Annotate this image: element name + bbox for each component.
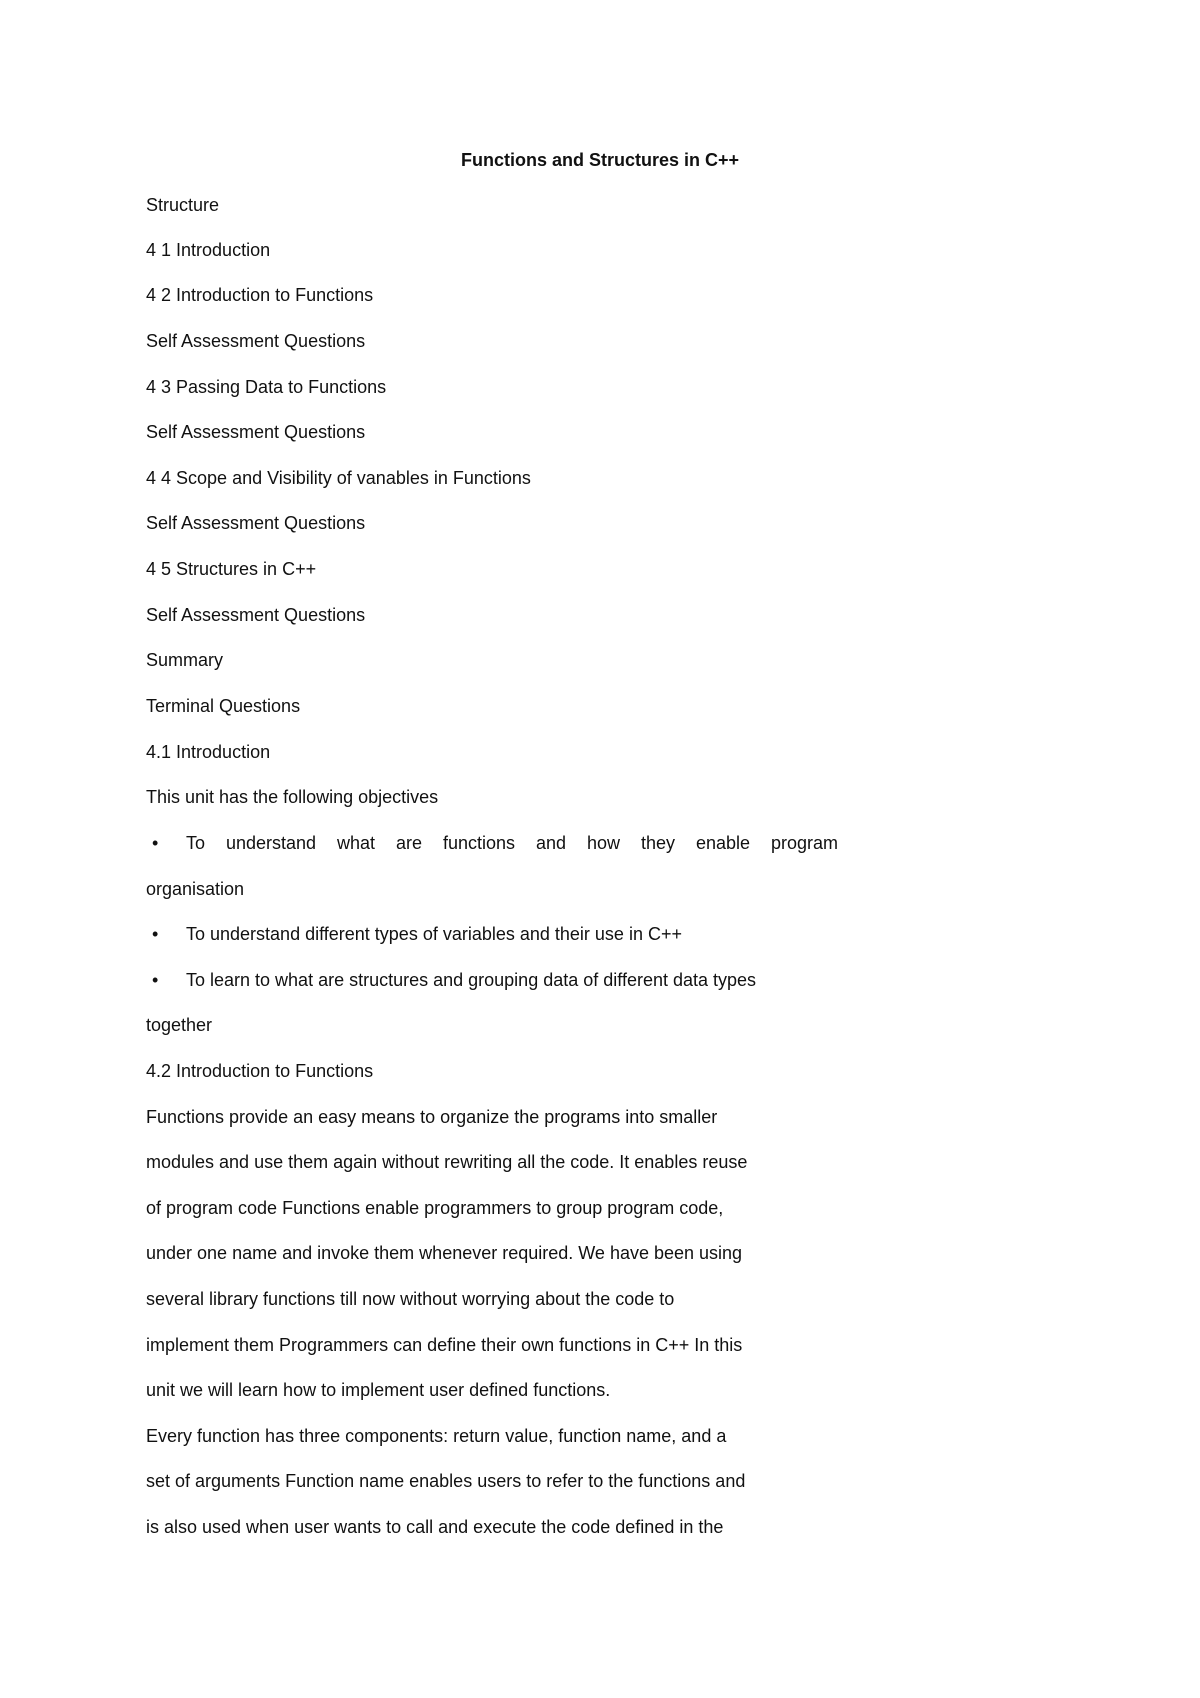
section-heading: 4.2 Introduction to Functions xyxy=(146,1061,374,1081)
toc-item: Terminal Questions xyxy=(146,696,301,716)
paragraph-line: several library functions till now without worrying about the code to xyxy=(146,1289,675,1309)
bullet-text-continuation: together xyxy=(146,1015,213,1035)
toc-item: Summary xyxy=(146,650,224,670)
toc-item: 4 2 Introduction to Functions xyxy=(146,285,374,305)
toc-item: 4 4 Scope and Visibility of vanables in Functions xyxy=(146,468,531,488)
toc-item: Self Assessment Questions xyxy=(146,331,366,351)
bullet-text: To understand different types of variables and their use in C++ xyxy=(186,924,682,944)
paragraph-line: set of arguments Function name enables users to refer to the functions and xyxy=(146,1471,746,1491)
bullet-marker: • xyxy=(152,924,159,944)
document-title: Functions and Structures in C++ xyxy=(460,150,740,170)
toc-item: Self Assessment Questions xyxy=(146,605,366,625)
toc-item: Self Assessment Questions xyxy=(146,513,366,533)
toc-item: Self Assessment Questions xyxy=(146,422,366,442)
paragraph-line: of program code Functions enable programmers to group program code, xyxy=(146,1198,724,1218)
bullet-marker: • xyxy=(152,970,159,990)
bullet-text: To understand what are functions and how they enable program xyxy=(186,833,838,853)
paragraph-line: under one name and invoke them whenever required. We have been using xyxy=(146,1243,743,1263)
bullet-text-continuation: organisation xyxy=(146,879,245,899)
toc-item: 4 1 Introduction xyxy=(146,240,271,260)
bullet-text: To learn to what are structures and grouping data of different data types xyxy=(186,970,757,990)
paragraph-line: is also used when user wants to call and execute the code defined in the xyxy=(146,1517,724,1537)
objectives-intro: This unit has the following objectives xyxy=(146,787,439,807)
paragraph-line: modules and use them again without rewriting all the code. It enables reuse xyxy=(146,1152,748,1172)
paragraph-line: implement them Programmers can define their own functions in C++ In this xyxy=(146,1335,743,1355)
paragraph-line: Functions provide an easy means to organize the programs into smaller xyxy=(146,1107,718,1127)
toc-item: 4 3 Passing Data to Functions xyxy=(146,377,387,397)
section-heading: 4.1 Introduction xyxy=(146,742,271,762)
toc-item: Structure xyxy=(146,195,220,215)
paragraph-line: unit we will learn how to implement user defined functions. xyxy=(146,1380,611,1400)
paragraph-line: Every function has three components: return value, function name, and a xyxy=(146,1426,727,1446)
bullet-marker: • xyxy=(152,833,159,853)
toc-item: 4 5 Structures in C++ xyxy=(146,559,317,579)
